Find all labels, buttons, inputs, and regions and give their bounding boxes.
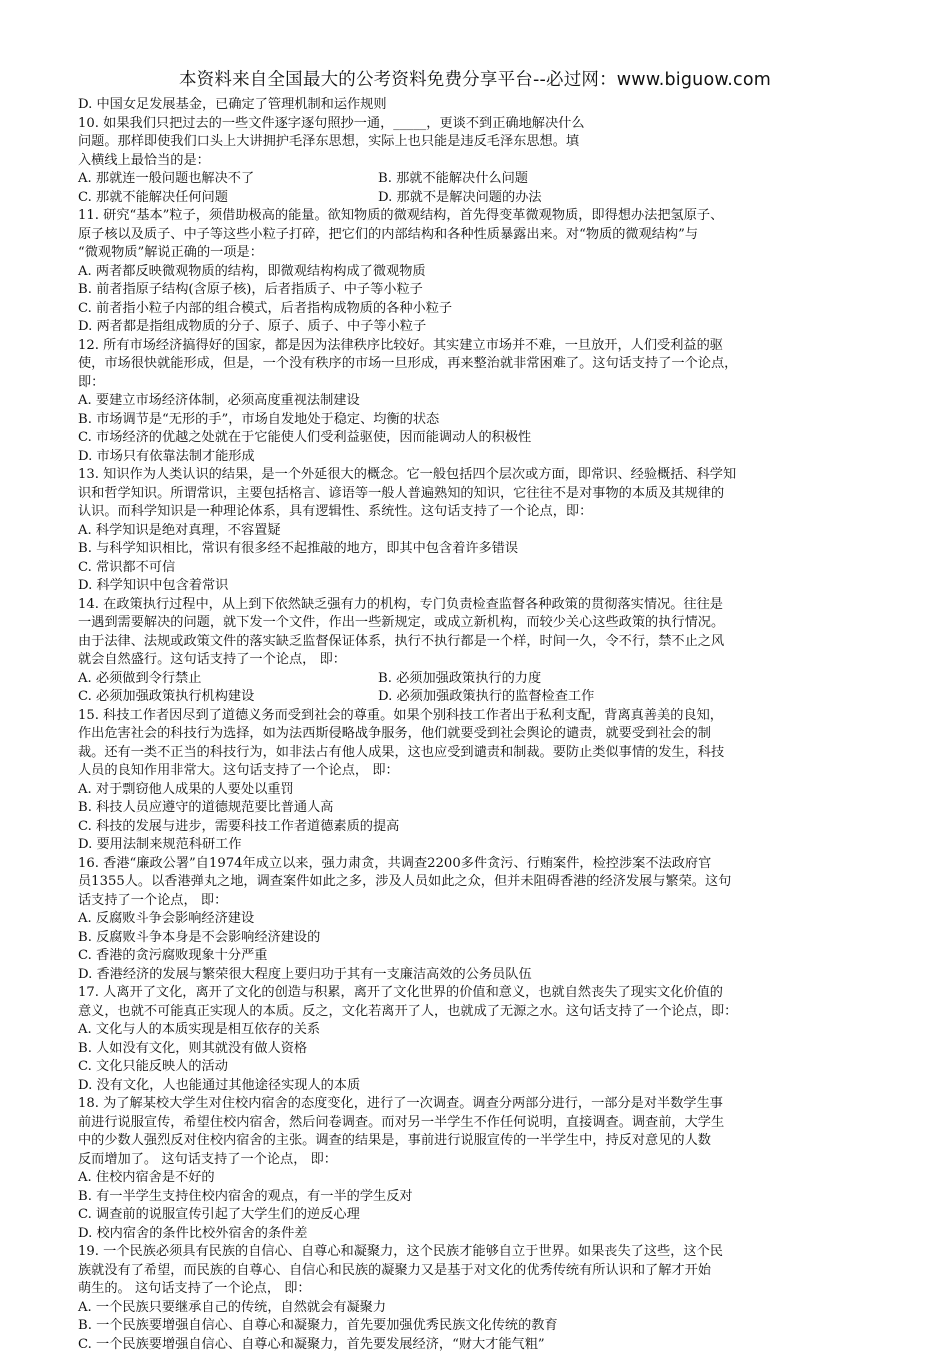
option-text: A. 那就连一般问题也解决不了 [78, 170, 378, 189]
text-line: C. 一个民族要增强自信心、自尊心和凝聚力，首先要发展经济，“财大才能气粗” [78, 1336, 890, 1354]
text-line: C. 文化只能反映人的活动 [78, 1058, 890, 1077]
text-line: 裁。还有一类不正当的科技行为，如非法占有他人成果，这也应受到谴责和制裁。要防止类似事情的发生，科技 [78, 744, 890, 763]
option-text: B. 那就不能解决什么问题 [378, 170, 678, 189]
text-line: C. 常识都不可信 [78, 559, 890, 578]
text-line: “微观物质”解说正确的一项是： [78, 244, 890, 263]
text-line: 前进行说服宣传，希望住校内宿舍，然后问卷调查。而对另一半学生不作任何说明，直接调查。调查前，大学生 [78, 1114, 890, 1133]
text-line: 13. 知识作为人类认识的结果，是一个外延很大的概念。它一般包括四个层次或方面，即常识、经验概括、科学知 [78, 466, 890, 485]
text-line: D. 中国女足发展基金，已确定了管理机制和运作规则 [78, 96, 890, 115]
option-text: C. 必须加强政策执行机构建设 [78, 688, 378, 707]
text-line: B. 与科学知识相比，常识有很多经不起推敲的地方，即其中包含着许多错误 [78, 540, 890, 559]
text-line: 员1355人。以香港弹丸之地，调查案件如此之多，涉及人员如此之众，但并未阻碍香港的经济发展与繁荣。这句 [78, 873, 890, 892]
option-text: A. 必须做到令行禁止 [78, 670, 378, 689]
text-line: 反而增加了。 这句话支持了一个论点， 即： [78, 1151, 890, 1170]
text-line: 11. 研究“基本”粒子，须借助极高的能量。欲知物质的微观结构，首先得变革微观物质，即得想办法把氢原子、 [78, 207, 890, 226]
text-line: A. 文化与人的本质实现是相互依存的关系 [78, 1021, 890, 1040]
text-line: C. 前者指小粒子内部的组合模式，后者指构成物质的各种小粒子 [78, 300, 890, 319]
text-line: 18. 为了解某校大学生对住校内宿舍的态度变化，进行了一次调查。调查分两部分进行，一部分是对半数学生事 [78, 1095, 890, 1114]
text-line: 中的少数人强烈反对住校内宿舍的主张。调查的结果是，事前进行说服宣传的一半学生中，持反对意见的人数 [78, 1132, 890, 1151]
text-line: B. 有一半学生支持住校内宿舍的观点，有一半的学生反对 [78, 1188, 890, 1207]
text-line: A. 对于剽窃他人成果的人要处以重罚 [78, 781, 890, 800]
text-line: D. 校内宿舍的条件比校外宿舍的条件差 [78, 1225, 890, 1244]
text-line: 人员的良知作用非常大。这句话支持了一个论点， 即： [78, 762, 890, 781]
text-line: 认识。而科学知识是一种理论体系，具有逻辑性、系统性。这句话支持了一个论点，即： [78, 503, 890, 522]
text-line: 15. 科技工作者因尽到了道德义务而受到社会的尊重。如果个别科技工作者出于私利支配，背离真善美的良知， [78, 707, 890, 726]
text-line: 即： [78, 374, 890, 393]
option-row [78, 670, 890, 689]
text-line: A. 要建立市场经济体制，必须高度重视法制建设 [78, 392, 890, 411]
text-line: B. 反腐败斗争本身是不会影响经济建设的 [78, 929, 890, 948]
text-line: B. 一个民族要增强自信心、自尊心和凝聚力，首先要加强优秀民族文化传统的教育 [78, 1317, 890, 1336]
text-line: 识和哲学知识。所谓常识，主要包括格言、谚语等一般人普遍熟知的知识，它往往不是对事物的本质及其规律的 [78, 485, 890, 504]
text-line: 入横线上最恰当的是： [78, 152, 890, 171]
page-header: 本资料来自全国最大的公考资料免费分享平台--必过网：www.biguow.com [0, 66, 950, 91]
option-text: D. 必须加强政策执行的监督检查工作 [378, 688, 678, 707]
text-line: 族就没有了希望，而民族的自尊心、自信心和民族的凝聚力又是基于对文化的优秀传统有所认识和了解才开始 [78, 1262, 890, 1281]
text-line: 17. 人离开了文化，离开了文化的创造与积累，离开了文化世界的价值和意义，也就自然丧失了现实文化价值的 [78, 984, 890, 1003]
text-line: B. 前者指原子结构(含原子核)，后者指质子、中子等小粒子 [78, 281, 890, 300]
text-line: C. 调查前的说服宣传引起了大学生们的逆反心理 [78, 1206, 890, 1225]
text-line: C. 科技的发展与进步，需要科技工作者道德素质的提高 [78, 818, 890, 837]
text-line: A. 一个民族只要继承自己的传统，自然就会有凝聚力 [78, 1299, 890, 1318]
text-line: 10. 如果我们只把过去的一些文件逐字逐句照抄一通，_____，更谈不到正确地解决什么 [78, 115, 890, 134]
text-line: C. 市场经济的优越之处就在于它能使人们受利益驱使，因而能调动人的积极性 [78, 429, 890, 448]
document-body [78, 96, 890, 1354]
text-line: 12. 所有市场经济搞得好的国家，都是因为法律秩序比较好。其实建立市场并不难，一旦放开，人们受利益的驱 [78, 337, 890, 356]
option-row [78, 688, 890, 707]
option-row [78, 170, 890, 189]
text-line: A. 两者都反映微观物质的结构，即微观结构构成了微观物质 [78, 263, 890, 282]
text-line: 就会自然盛行。这句话支持了一个论点， 即： [78, 651, 890, 670]
option-text: D. 那就不是解决问题的办法 [378, 189, 678, 208]
text-line: D. 要用法制来规范科研工作 [78, 836, 890, 855]
text-line: D. 没有文化，人也能通过其他途径实现人的本质 [78, 1077, 890, 1096]
text-line: C. 香港的贪污腐败现象十分严重 [78, 947, 890, 966]
text-line: A. 住校内宿舍是不好的 [78, 1169, 890, 1188]
text-line: 萌生的。 这句话支持了一个论点， 即： [78, 1280, 890, 1299]
option-text: C. 那就不能解决任何问题 [78, 189, 378, 208]
text-line: 使，市场很快就能形成，但是，一个没有秩序的市场一旦形成，再来整治就非常困难了。这句话支持了一个论点， [78, 355, 890, 374]
text-line: B. 人如没有文化，则其就没有做人资格 [78, 1040, 890, 1059]
option-row [78, 189, 890, 208]
text-line: B. 科技人员应遵守的道德规范要比普通人高 [78, 799, 890, 818]
text-line: 意义，也就不可能真正实现人的本质。反之，文化若离开了人，也就成了无源之水。这句话支持了一个论点，即： [78, 1003, 890, 1022]
text-line: D. 科学知识中包含着常识 [78, 577, 890, 596]
text-line: 话支持了一个论点， 即： [78, 892, 890, 911]
text-line: 原子核以及质子、中子等这些小粒子打碎，把它们的内部结构和各种性质暴露出来。对“物质的微观结构”与 [78, 226, 890, 245]
text-line: A. 反腐败斗争会影响经济建设 [78, 910, 890, 929]
text-line: 问题。那样即使我们口头上大讲拥护毛泽东思想，实际上也只能是违反毛泽东思想。填 [78, 133, 890, 152]
text-line: 14. 在政策执行过程中，从上到下依然缺乏强有力的机构，专门负责检查监督各种政策的贯彻落实情况。往往是 [78, 596, 890, 615]
text-line: 由于法律、法规或政策文件的落实缺乏监督保证体系，执行不执行都是一个样，时间一久，令不行，禁不止之风 [78, 633, 890, 652]
text-line: D. 两者都是指组成物质的分子、原子、质子、中子等小粒子 [78, 318, 890, 337]
text-line: 19. 一个民族必须具有民族的自信心、自尊心和凝聚力，这个民族才能够自立于世界。如果丧失了这些，这个民 [78, 1243, 890, 1262]
text-line: 16. 香港“廉政公署”自1974年成立以来，强力肃贪，共调查2200多件贪污、行贿案件，检控涉案不法政府官 [78, 855, 890, 874]
text-line: A. 科学知识是绝对真理，不容置疑 [78, 522, 890, 541]
text-line: D. 香港经济的发展与繁荣很大程度上要归功于其有一支廉洁高效的公务员队伍 [78, 966, 890, 985]
text-line: B. 市场调节是“无形的手”，市场自发地处于稳定、均衡的状态 [78, 411, 890, 430]
text-line: D. 市场只有依靠法制才能形成 [78, 448, 890, 467]
option-text: B. 必须加强政策执行的力度 [378, 670, 678, 689]
text-line: 一遇到需要解决的问题，就下发一个文件，作出一些新规定，或成立新机构，而较少关心这些政策的执行情况。 [78, 614, 890, 633]
text-line: 作出危害社会的科技行为选择，如为法西斯侵略战争服务，他们就要受到社会舆论的谴责，就要受到社会的制 [78, 725, 890, 744]
